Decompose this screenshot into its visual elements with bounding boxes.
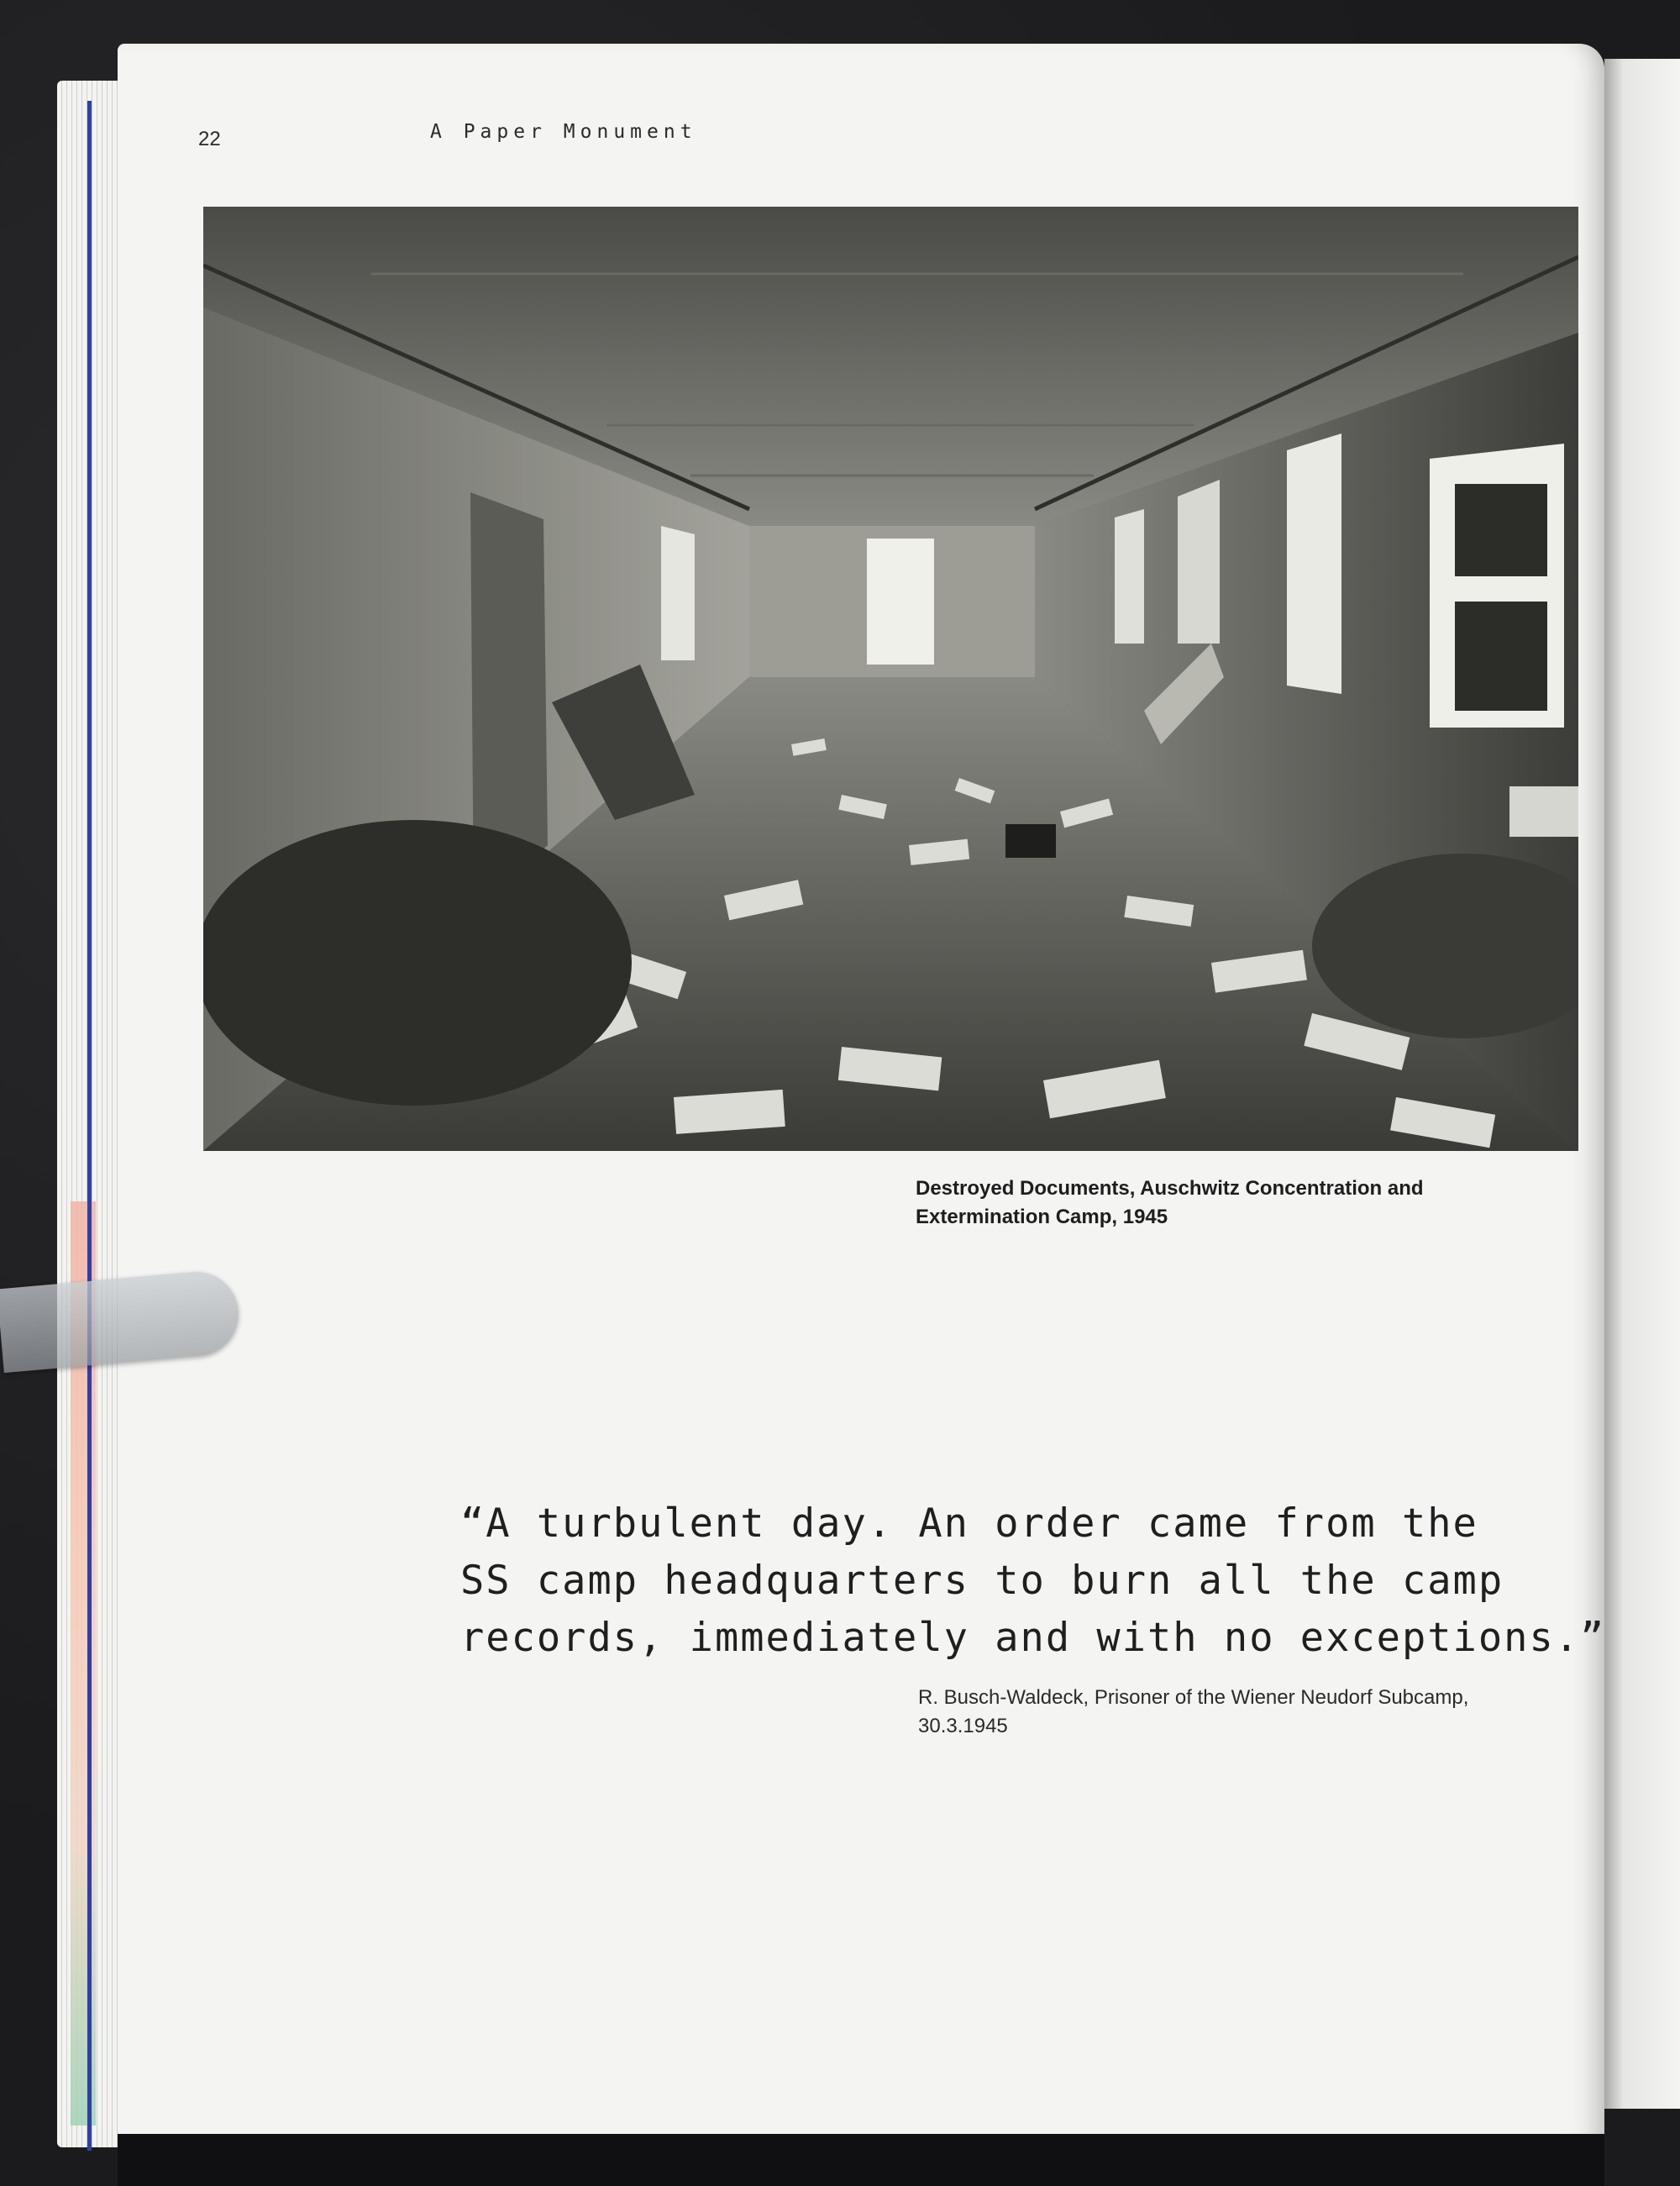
archival-photograph bbox=[203, 207, 1578, 1151]
quote-line: “A turbulent day. An order came from the bbox=[460, 1500, 1478, 1547]
page-number: 22 bbox=[198, 128, 221, 150]
photo-caption bbox=[916, 1174, 1504, 1232]
right-page-edge bbox=[1604, 59, 1680, 2109]
attribution-line: 30.3.1945 bbox=[918, 1715, 1008, 1737]
caption-line: Extermination Camp, 1945 bbox=[916, 1206, 1168, 1228]
running-title: A Paper Monument bbox=[430, 121, 697, 143]
bottom-shadow bbox=[118, 2134, 1604, 2186]
caption-line: Destroyed Documents, Auschwitz Concentration and bbox=[916, 1177, 1424, 1200]
attribution-line: R. Busch-Waldeck, Prisoner of the Wiener Neudorf Subcamp, bbox=[918, 1686, 1469, 1709]
pull-quote bbox=[460, 1495, 1620, 1667]
quote-attribution bbox=[918, 1684, 1557, 1741]
quote-line: SS camp headquarters to burn all the camp bbox=[460, 1558, 1504, 1604]
blue-page-edge bbox=[87, 101, 92, 2151]
quote-line: records, immediately and with no exceptions.” bbox=[460, 1615, 1606, 1661]
